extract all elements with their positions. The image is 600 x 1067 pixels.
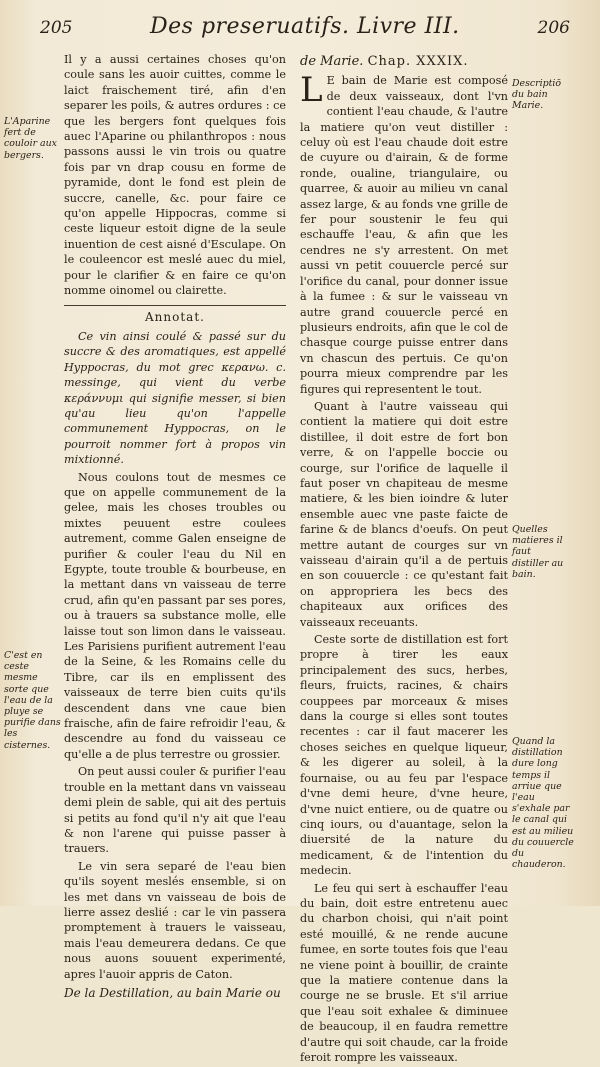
right-paragraph-4: Le feu qui sert à eschauffer l'eau du bain, doit estre entretenu auec du charbon choisi, qui n'ait point esté mouillé, & ne rende aucune fumee, en sorte toutes fois que l'eau ne viene point à bouillir, de crainte que la matiere contenue dans la courge ne se brusle. Et s'il arriue que l'eau soit exhalee & diminuee de beaucoup, il en faudra remettre d'autre qui soit chaude, car la froide feroit rompre les vaisseaux. (300, 881, 508, 1064)
left-paragraph-1: Il y a aussi certaines choses qu'on coule sans les auoir cuittes, comme le laict fraischement tiré, afin d'en separer les poils, & autres ordures : ce que les bergers font quelques fois auec l'Aparine ou philanthropos : nous passons aussi le vin trois ou quatre fois par vn drap cousu en forme de pyramide, dont le fond est plein de succre, canelle, &c. pour faire ce qu'on appelle Hippocras, comme si ceste liqueur estoit digne de la seule inuention de cest aisné d'Esculape. On le couleencor est meslé auec du miel, pour le clarifier & en faire ce qu'on nomme oinomel ou clairette. (64, 53, 286, 298)
left-paragraph-4: Le vin sera separé de l'eau bien qu'ils soyent meslés ensemble, si on les met dans vn vaisseau de bois de lierre assez deslié : car le vin passera promptement à trauers le vaisseau, mais l'eau demeurera dedans. Ce que nous auons souuent experimenté, apres l'auoir appris de Caton. (64, 859, 286, 981)
margin-note-description: Descriptiō du bain Marie. (512, 78, 562, 112)
left-column (64, 52, 286, 1001)
margin-note-distillation: Quand la distillation dure long temps il arriue que l'eau s'exhale par le canal qui est au milieu du couuercle du chauderon. (512, 736, 574, 871)
drop-cap: L (300, 70, 323, 111)
margin-note-matieres: Quelles matieres il faut distiller au bain. (512, 524, 564, 580)
right-column (300, 52, 508, 1067)
chapter-heading (300, 54, 508, 69)
page-number-left: 205 (40, 18, 73, 38)
page-number-right: 206 (537, 18, 570, 38)
chapter-number: Chap. XXXIX. (367, 54, 469, 69)
section-heading-bottom: De la Destillation, au bain Marie ou (64, 985, 281, 1000)
right-paragraph-3: Ceste sorte de distillation est fort propre à tirer les eaux principalement des sucs, herbes, fleurs, fruicts, racines, & chairs couppees par morceaux & mises dans la courge si elles sont toutes recentes : car il faut macerer les choses seiches en quelque liqueur, & les digerer au soleil, à la fournaise, ou au feu par l'espace d'vne demi heure, d'vne heure, d'vne nuict entiere, ou de quatre ou cinq iours, ou d'auantage, selon la diuersité de la nature du medicament, & de l'intention du medecin. (300, 633, 508, 878)
left-paragraph-2: Nous coulons tout de mesmes ce que on appelle communement de la gelee, mais les choses troubles ou mixtes peuuent estre coulees autrement, comme Galen enseigne de purifier & couler l'eau du Nil en Egypte, toute trouble & bourbeuse, en la mettant dans vn vaisseau de terre crud, afin qu'en passant par ses pores, ou à trauers sa substance molle, elle laisse tout son limon dans le vaisseau. Les Parisiens purifient autrement l'eau de la Seine, & les Romains celle du Tibre, car ils en emplissent des vaisseaux de terre bien cuits qu'ils descendent dans vne caue bien fraische, afin de faire refroidir l'eau, & descendre au fond du vaisseau ce qu'elle a de plus terrestre ou grossier. (64, 470, 286, 761)
margin-note-pluye: C'est en ceste mesme sorte que l'eau de la pluye se purifie dans les cisternes. (4, 650, 61, 751)
left-paragraph-3: On peut aussi couler & purifier l'eau trouble en la mettant dans vn vaisseau demi plein de sable, qui ait des pertuis si petits au fond qu'il n'y ait que l'eau & non l'arene qui puisse passer à trauers. (64, 765, 286, 856)
annotation-rule (64, 305, 286, 306)
running-title: Des preseruatifs. Livre III. (150, 14, 460, 39)
chapter-title: de Marie. (300, 54, 364, 69)
right-paragraph-1 (300, 70, 508, 397)
page-header (40, 14, 570, 44)
right-paragraph-2: Quant à l'autre vaisseau qui contient la matiere qui doit estre distillee, il doit estre de fort bon verre, & on l'appelle boccie ou courge, sur l'orifice de laquelle il faut poser vn chapiteau de mesme matiere, & les bien ioindre & luter ensemble auec vne paste faicte de farine & de blancs d'oeufs. On peut mettre autant de courges sur vn vaisseau d'airain qu'il a de pertuis en son couuercle : ce qu'estant fait on appropriera les becs des chapiteaux aux orifices des vaisseaux receuants. (300, 399, 508, 629)
annotation-title: Annotat. (145, 309, 205, 324)
margin-note-aparine: L'Aparine fert de couloir aux bergers. (4, 116, 57, 161)
right-paragraph-1-text: E bain de Marie est composé de deux vaisseaux, dont l'vn contient l'eau chaude, & l'autre la matiere qu'on veut distiller : celuy où est l'eau chaude doit estre de cuyure ou d'airain, & de forme ronde, oualine, triangulaire, ou quarree, & auoir au milieu vn canal assez large, & au fonds vne grille de fer pour soustenir le feu qui eschauffe l'eau, & afin que les cendres ne s'y arrestent. On met aussi vn petit couuercle percé sur l'orifice du canal, pour donner issue à la fumee : & sur le vaisseau vn autre grand couuercle percé en plusieurs endroits, afin que le col de chasque courge puisse entrer dans vn chascun des pertuis. Ce qu'on pourra mieux comprendre par les figures qui representent le tout. (300, 74, 508, 396)
annotation-text: Ce vin ainsi coulé & passé sur du succre & des aromatiques, est appellé Hyppocras, du mot grec κερανω. c. messinge, qui vient du verbe κεράννυμι qui signifie messer, si bien qu'au lieu qu'on l'appelle communement Hyppocras, on le pourroit nommer fort à propos vin mixtionné. (64, 329, 286, 467)
